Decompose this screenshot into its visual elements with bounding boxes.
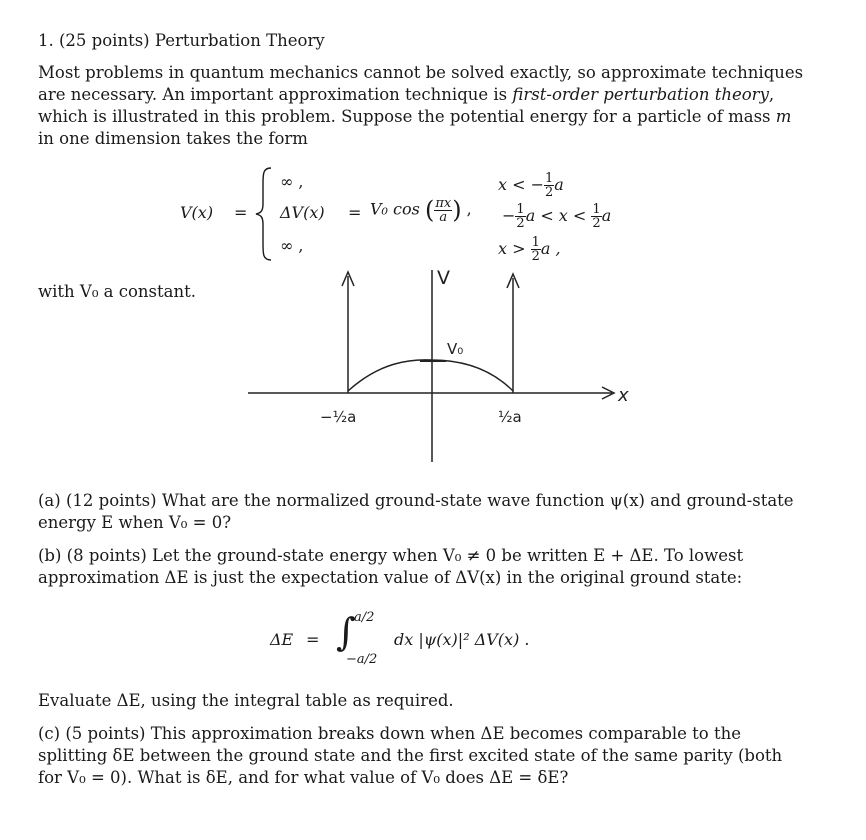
part-b-line-2: approximation ΔE is just the expectation value of ΔV(x) in the original ground state: — [38, 568, 743, 587]
part-a-line-2: energy E when V₀ = 0? — [38, 513, 232, 532]
with-v0-text: with V₀ a constant. — [38, 282, 196, 301]
x-axis-label: x — [618, 385, 629, 406]
integral-lhs: ΔE — [270, 630, 294, 649]
equation-equals: = — [234, 203, 248, 222]
intro-line-2: are necessary. An important approximation technique is first-order perturbation theory, — [38, 85, 775, 104]
left-bound-label: −½a — [320, 408, 357, 426]
problem-header: 1. (25 points) Perturbation Theory — [38, 31, 325, 50]
intro-line-1: Most problems in quantum mechanics cannot be solved exactly, so approximate techniques — [38, 63, 804, 82]
integrand: dx |ψ(x)|² ΔV(x) . — [394, 630, 530, 649]
case1-condition: x < − $\frac{1}{2}$ a — [498, 171, 564, 200]
case2-value: ΔV(x) — [280, 203, 325, 222]
right-bound-label: ½a — [498, 408, 522, 426]
case3-condition: x > $\frac{1}{2}$ a , — [498, 235, 561, 264]
intro-line-3: which is illustrated in this problem. Suppose the potential energy for a particle of mass m — [38, 107, 792, 126]
case3-value: ∞ , — [280, 236, 304, 255]
cosine-bump — [348, 360, 513, 391]
case1-value: ∞ , — [280, 172, 304, 191]
emphasis-term: first-order perturbation theory — [512, 85, 769, 104]
integral-lower: −a/2 — [346, 652, 378, 667]
integral-upper: a/2 — [354, 610, 375, 625]
equation-lhs: V(x) — [180, 203, 214, 222]
part-b-line-1: (b) (8 points) Let the ground-state energy when V₀ ≠ 0 be written E + ΔE. To lowest — [38, 546, 744, 565]
part-c-line-2: splitting δE between the ground state and the first excited state of the same parity (both — [38, 746, 783, 765]
part-c-line-1: (c) (5 points) This approximation breaks down when ΔE becomes comparable to the — [38, 724, 741, 743]
part-c-line-3: for V₀ = 0). What is δE, and for what value of V₀ does ΔE = δE? — [38, 768, 569, 787]
left-brace — [253, 166, 273, 262]
integral-equals: = — [306, 630, 320, 649]
integral-sign: ∫ — [336, 610, 356, 654]
part-a-line-1: (a) (12 points) What are the normalized ground-state wave function ψ(x) and ground-state — [38, 491, 794, 510]
v-axis-label: V — [437, 267, 450, 289]
case2-equals: = — [348, 203, 362, 222]
intro-line-4: in one dimension takes the form — [38, 129, 308, 148]
case2-condition: − $\frac{1}{2}$ a < x < $\frac{1}{2}$ a — [502, 202, 612, 231]
potential-well-figure — [240, 262, 640, 467]
case2-rhs: V₀ cos ( $\frac{\pi x}{a}$ ) , — [370, 195, 472, 225]
v0-label: V₀ — [447, 340, 464, 358]
evaluate-line: Evaluate ΔE, using the integral table as required. — [38, 691, 454, 710]
